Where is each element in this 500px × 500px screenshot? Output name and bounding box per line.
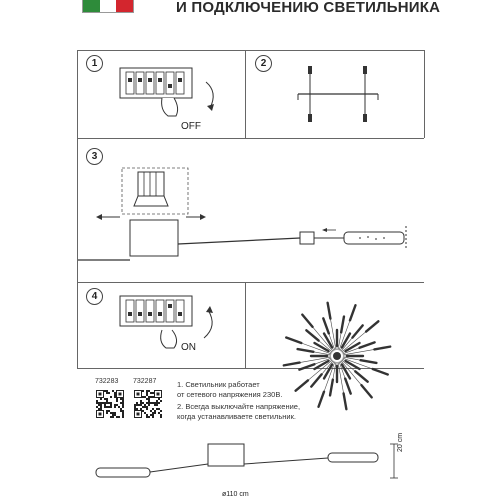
italian-flag-logo xyxy=(82,0,134,13)
light-rod xyxy=(373,369,388,374)
qr-code-a xyxy=(96,390,124,418)
wiring-connection-illustration xyxy=(78,160,424,280)
light-rod xyxy=(345,379,350,394)
light-rod xyxy=(296,380,308,390)
light-rod xyxy=(330,380,333,396)
step-number-2: 2 xyxy=(255,55,272,72)
light-rod xyxy=(299,364,314,369)
light-rod xyxy=(344,393,347,409)
divider-line xyxy=(77,138,424,139)
light-rod xyxy=(341,317,344,333)
note-line-1: 1. Светильник работает xyxy=(177,380,260,389)
document-title: И ПОДКЛЮЧЕНИЮ СВЕТИЛЬНИКА xyxy=(176,0,441,16)
breaker-switch-off-illustration xyxy=(110,62,230,132)
light-rod xyxy=(328,303,331,319)
ceiling-mount-illustration xyxy=(290,58,390,128)
light-rod xyxy=(298,349,314,352)
note-line-4: когда устанавливаете светильник. xyxy=(177,412,296,421)
light-rod xyxy=(360,342,375,347)
step-number-1: 1 xyxy=(86,55,103,72)
divider-line xyxy=(245,282,246,368)
note-line-3: 2. Всегда выключайте напряжение, xyxy=(177,402,301,411)
product-code-a: 732283 xyxy=(95,378,119,385)
light-rod xyxy=(361,385,371,397)
divider-line xyxy=(77,282,424,283)
light-rod xyxy=(350,305,355,320)
light-rod xyxy=(284,363,300,366)
light-rod xyxy=(366,321,378,331)
light-rod xyxy=(374,347,390,350)
step-number-3: 3 xyxy=(86,148,103,165)
light-rod xyxy=(361,360,377,363)
step-number-4: 4 xyxy=(86,288,103,305)
diameter-dimension-label: ø110 cm xyxy=(222,491,249,498)
breaker-switch-on-illustration xyxy=(110,290,230,360)
on-state-label: ON xyxy=(181,342,196,353)
side-view-dimension-drawing xyxy=(90,440,410,500)
divider-line xyxy=(245,50,246,138)
light-rod xyxy=(323,318,328,333)
divider-line xyxy=(424,50,425,138)
light-rod xyxy=(319,392,324,407)
light-rod xyxy=(302,315,312,327)
product-code-b: 732287 xyxy=(133,378,157,385)
off-state-label: OFF xyxy=(181,121,201,132)
note-line-2: от сетевого напряжения 230В. xyxy=(177,390,283,399)
light-rod xyxy=(286,338,301,343)
hub xyxy=(333,352,341,360)
divider-line xyxy=(77,50,424,51)
qr-code-b xyxy=(134,390,162,418)
height-dimension-label: 20 cm xyxy=(397,432,404,452)
